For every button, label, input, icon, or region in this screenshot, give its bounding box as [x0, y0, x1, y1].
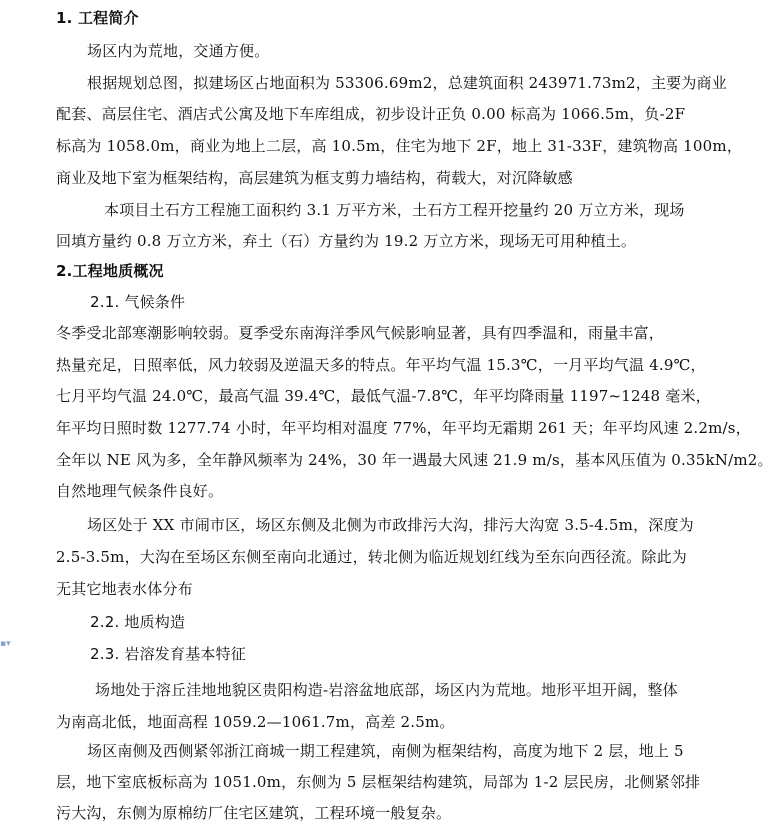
paragraph-line: 场区南侧及西侧紧邻浙江商城一期工程建筑，南侧为框架结构，高度为地下 2 层，地上 5: [87, 742, 684, 760]
paragraph-line: 冬季受北部寒潮影响较弱。夏季受东南海洋季风气候影响显著，具有四季温和，雨量丰富，: [56, 324, 665, 342]
paragraph-line: 无其它地表水体分布: [56, 580, 193, 598]
paragraph-line: 标高为 1058.0m，商业为地上二层，高 10.5m，住宅为地下 2F，地上 31-33F，建筑物高 100m，: [56, 137, 743, 155]
paragraph-line: 污大沟，东侧为原棉纺厂住宅区建筑，工程环境一般复杂。: [56, 804, 452, 822]
paragraph-line: 配套、高层住宅、酒店式公寓及地下车库组成，初步设计正负 0.00 标高为 1066.5m，负-2F: [56, 105, 686, 123]
subsection-2-2-heading: 2.2. 地质构造: [90, 613, 186, 631]
paragraph-line: 商业及地下室为框架结构，高层建筑为框支剪力墙结构，荷载大，对沉降敏感: [56, 169, 573, 187]
paragraph-line: 场区内为荒地，交通方便。: [87, 42, 270, 60]
paragraph-line: 自然地理气候条件良好。: [56, 482, 224, 500]
paragraph-line: 回填方量约 0.8 万立方米，弃土（石）方量约为 19.2 万立方米，现场无可用种植土。: [56, 232, 637, 250]
paragraph-line: 为南高北低，地面高程 1059.2—1061.7m，高差 2.5m。: [56, 713, 455, 731]
paragraph-line: 根据规划总图，拟建场区占地面积为 53306.69m2，总建筑面积 243971.73m2，主要为商业: [87, 74, 727, 92]
subsection-2-3-heading: 2.3. 岩溶发育基本特征: [90, 645, 246, 663]
subsection-2-1-heading: 2.1. 气候条件: [90, 293, 186, 311]
paragraph-line: 场地处于溶丘洼地地貌区贵阳构造-岩溶盆地底部，场区内为荒地。地形平坦开阔，整体: [95, 681, 678, 699]
section-2-heading: 2.工程地质概况: [56, 262, 164, 280]
paragraph-line: 全年以 NE 风为多，全年静风频率为 24%，30 年一遇最大风速 21.9 m/s，基本风压值为 0.35kN/m2。: [56, 451, 773, 469]
paragraph-line: 层，地下室底板标高为 1051.0m，东侧为 5 层框架结构建筑，局部为 1-2 层民房，北侧紧邻排: [56, 773, 701, 791]
paragraph-line: 年平均日照时数 1277.74 小时，年平均相对温度 77%，年平均无霜期 261 天；年平均风速 2.2m/s，: [56, 419, 751, 437]
paragraph-line: 热量充足，日照率低，风力较弱及逆温天多的特点。年平均气温 15.3℃，一月平均气温 4.9℃，: [56, 356, 706, 374]
paragraph-line: 本项目土石方工程施工面积约 3.1 万平方米，土石方工程开挖量约 20 万立方米，现场: [104, 201, 685, 219]
paragraph-line: 2.5-3.5m，大沟在至场区东侧至南向北通过，转北侧为临近规划红线为至东向西径流。除此为: [56, 548, 688, 566]
paragraph-line: 场区处于 XX 市闹市区，场区东侧及北侧为市政排污大沟，排污大沟宽 3.5-4.5m，深度为: [87, 516, 694, 534]
margin-marker-icon: ▪▾: [0, 639, 11, 649]
section-1-heading: 1. 工程简介: [56, 9, 139, 27]
paragraph-line: 七月平均气温 24.0℃，最高气温 39.4℃，最低气温-7.8℃，年平均降雨量 1197~1248 毫米，: [56, 387, 711, 405]
